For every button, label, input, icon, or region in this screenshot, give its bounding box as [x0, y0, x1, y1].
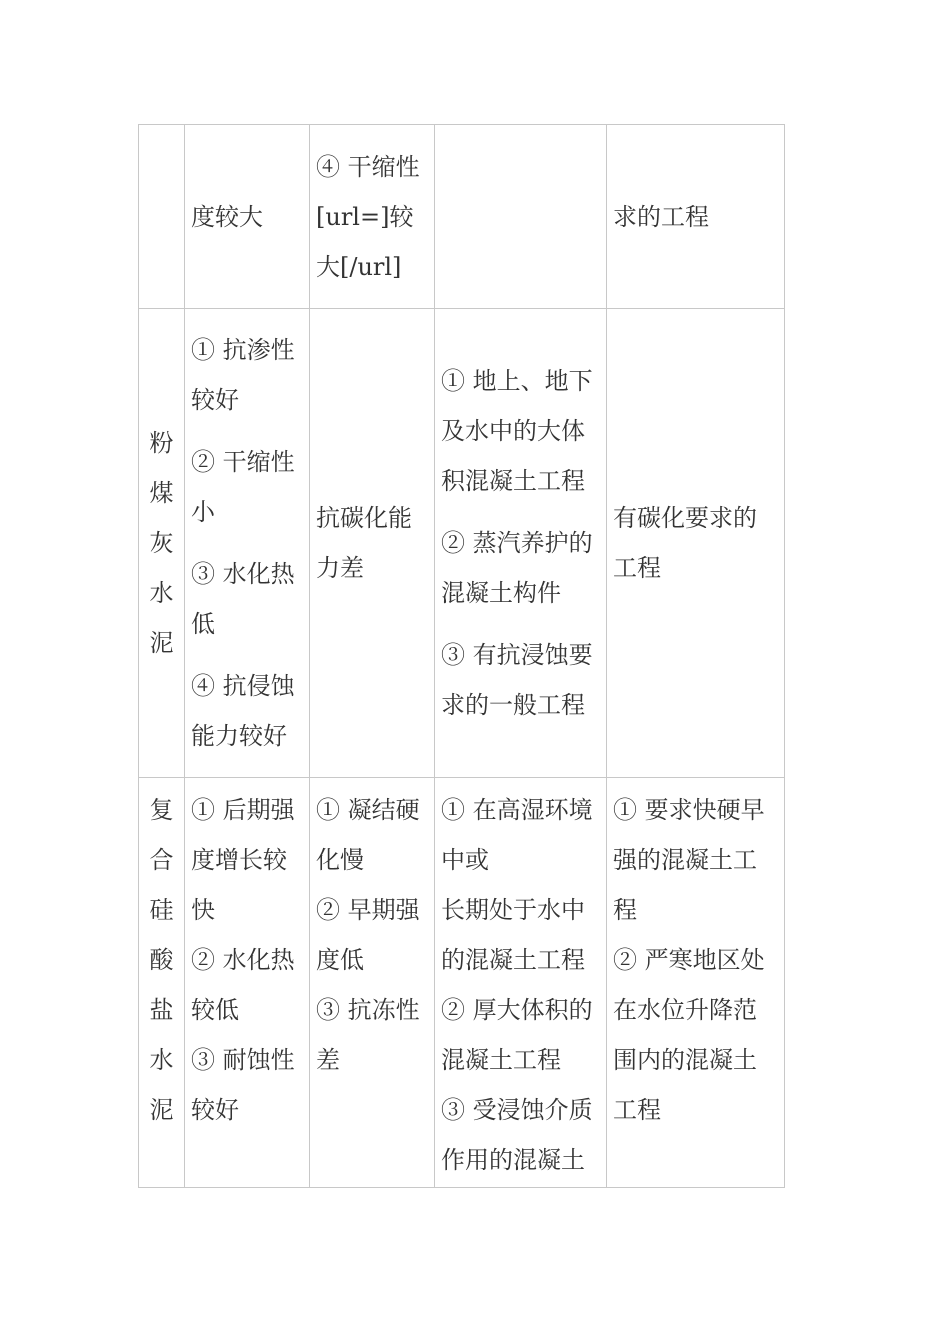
cell-line: 求的工程 — [613, 202, 709, 231]
cell-line: 大[/url] — [316, 252, 402, 281]
cell-line: 有碳化要求的 — [613, 504, 757, 532]
name-char: 盐 — [149, 996, 174, 1024]
cell-line: 度较大 — [191, 202, 263, 231]
suitable-cell — [435, 125, 607, 309]
cell-line: 混凝土构件 — [441, 579, 561, 607]
cell-line: 抗碳化能 — [316, 504, 412, 532]
cell-line: 工程 — [613, 554, 661, 582]
advantages-cell — [185, 309, 310, 778]
disadvantages-cell — [310, 778, 435, 1188]
name-char: 水 — [149, 1046, 174, 1074]
cell-line: 化慢 — [316, 846, 364, 874]
cell-line: 求的一般工程 — [441, 691, 585, 719]
suitable-cell — [435, 778, 607, 1188]
cell-line: ③ 抗冻性 — [316, 996, 420, 1024]
cell-line: ① 后期强 — [191, 796, 295, 824]
cell-line: 在水位升降范 — [613, 996, 757, 1024]
name-char: 硅 — [149, 896, 174, 924]
name-char: 泥 — [149, 629, 174, 657]
cell-line: ① 凝结硬 — [316, 796, 420, 824]
cell-line: 长期处于水中 — [441, 896, 585, 924]
disadvantages-cell — [310, 125, 435, 309]
cell-line: 程 — [613, 896, 637, 924]
cell-line: 低 — [191, 610, 215, 638]
cell-line: ① 抗渗性 — [191, 336, 295, 364]
name-char: 合 — [149, 846, 174, 874]
name-char: 酸 — [149, 946, 174, 974]
cell-line: 小 — [191, 498, 215, 526]
cell-line: 度增长较 — [191, 846, 287, 874]
cell-line: ④ 抗侵蚀 — [191, 672, 295, 700]
unsuitable-cell — [607, 125, 785, 309]
cell-line: 积混凝土工程 — [441, 467, 585, 495]
disadvantages-cell — [310, 309, 435, 778]
cell-line: ③ 水化热 — [191, 560, 295, 588]
table-row — [139, 778, 785, 1188]
cell-line: ③ 耐蚀性 — [191, 1046, 295, 1074]
cell-line: 中或 — [441, 846, 489, 874]
name-char: 灰 — [149, 529, 174, 557]
table-row — [139, 125, 785, 309]
cell-line: ① 地上、地下 — [441, 367, 593, 395]
cement-name-cell — [139, 778, 185, 1188]
unsuitable-cell — [607, 309, 785, 778]
cell-line: 差 — [316, 1046, 340, 1074]
cell-line: ③ 有抗浸蚀要 — [441, 641, 593, 669]
cell-line: [url=]较 — [316, 202, 414, 231]
cement-properties-table — [138, 124, 785, 1188]
cell-line: 度低 — [316, 946, 364, 974]
cell-line: 强的混凝土工 — [613, 846, 757, 874]
cement-name-cell — [139, 309, 185, 778]
cell-line: 能力较好 — [191, 722, 287, 750]
cell-line: 的混凝土工程 — [441, 946, 585, 974]
cell-line: 快 — [191, 896, 215, 924]
cell-line: 作用的混凝土 — [441, 1146, 585, 1174]
cell-line: ③ 受浸蚀介质 — [441, 1096, 593, 1124]
cement-name — [139, 778, 184, 1135]
name-char: 粉 — [149, 429, 174, 457]
advantages-cell — [185, 778, 310, 1188]
cell-line: 较低 — [191, 996, 239, 1024]
cement-name — [139, 418, 184, 668]
cell-line: ② 严寒地区处 — [613, 946, 765, 974]
cell-line: ② 干缩性 — [191, 448, 295, 476]
cell-line: ① 在高湿环境 — [441, 796, 593, 824]
cement-name-cell — [139, 125, 185, 309]
suitable-cell — [435, 309, 607, 778]
cell-line: 力差 — [316, 554, 364, 582]
cell-line: ② 蒸汽养护的 — [441, 529, 593, 557]
cell-line: ① 要求快硬早 — [613, 796, 765, 824]
cell-line: 围内的混凝土 — [613, 1046, 757, 1074]
cell-line: 较好 — [191, 386, 239, 414]
cell-line: 工程 — [613, 1096, 661, 1124]
cell-line: ④ 干缩性 — [316, 152, 420, 181]
unsuitable-cell — [607, 778, 785, 1188]
table-row — [139, 309, 785, 778]
cell-line: 及水中的大体 — [441, 417, 585, 445]
cell-line: ② 水化热 — [191, 946, 295, 974]
name-char: 水 — [149, 579, 174, 607]
cell-line: 较好 — [191, 1096, 239, 1124]
cell-line: ② 早期强 — [316, 896, 420, 924]
name-char: 复 — [149, 796, 174, 824]
name-char: 煤 — [149, 479, 174, 507]
cell-line: 混凝土工程 — [441, 1046, 561, 1074]
name-char: 泥 — [149, 1096, 174, 1124]
advantages-cell — [185, 125, 310, 309]
cell-line: ② 厚大体积的 — [441, 996, 593, 1024]
